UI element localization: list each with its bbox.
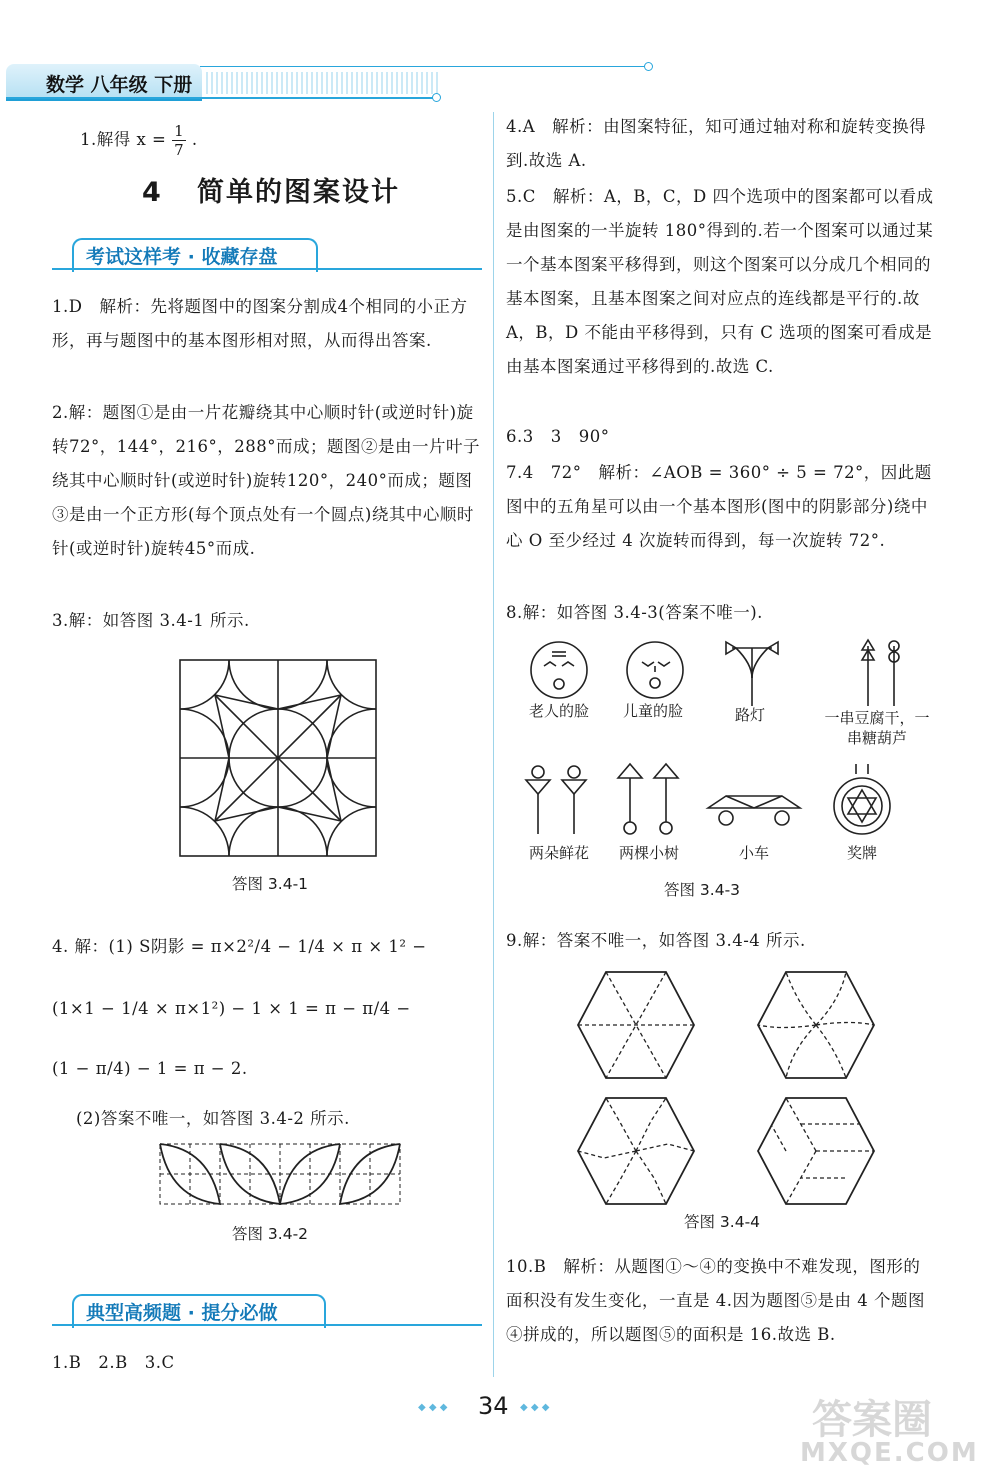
icon-label-trees: 两棵小树 (618, 844, 679, 862)
hexagon-pattern-2 (756, 970, 876, 1080)
answer-q3: 3.解：如答图 3.4-1 所示. (52, 611, 250, 630)
figure-3-4-4-caption: 答图 3.4-4 (684, 1213, 761, 1231)
child-face-icon (620, 640, 690, 700)
figure-3-4-2-caption: 答图 3.4-2 (232, 1225, 309, 1243)
figure-3-4-2 (160, 1144, 400, 1204)
page-deco-left: ◆ ◆ ◆ (418, 1402, 448, 1413)
answer-r10: 10.B 解析：从题图①～④的变换中不难发现，图形的面积没有发生变化，一直是 4.因为题图⑤是由 4 个题图④拼成的，所以题图⑤的面积是 16.故选 B. (506, 1257, 925, 1344)
answer-q4-line-3: (1 − π/4) − 1 = π − 2. (52, 1059, 248, 1078)
icon-label-lamp: 路灯 (734, 706, 765, 724)
answer-line-1: 1.解得 x = $\frac{1}{7}$ . (80, 122, 198, 159)
icon-label-child-face: 儿童的脸 (622, 702, 683, 720)
answer-r9: 9.解：答案不唯一，如答图 3.4-4 所示. (506, 931, 806, 950)
figure-3-4-1 (180, 660, 376, 856)
header-hatch (206, 72, 438, 94)
banner-exam: 考试这样考 · 收藏存盘 (72, 238, 318, 272)
watermark-url: MXQE.COM (800, 1438, 979, 1468)
answer-multi: 1.B 2.B 3.C (52, 1353, 175, 1372)
header-rule (6, 97, 436, 99)
answer-q4-line-2: (1×1 − 1/4 × π×1²) − 1 × 1 = π − π/4 − (52, 999, 411, 1018)
banner-frequent: 典型高频题 · 提分必做 (72, 1294, 326, 1328)
two-flowers-icon (522, 764, 592, 836)
answer-r6: 6.3 3 90° (506, 427, 610, 446)
hexagon-pattern-3 (576, 1096, 696, 1206)
street-lamp-icon (722, 638, 782, 708)
section-heading: 4 简单的图案设计 (142, 177, 400, 208)
answer-q4-part-2: (2)答案不唯一，如答图 3.4-2 所示. (76, 1109, 350, 1128)
icon-label-skewers: 一串豆腐干，一串糖葫芦 (824, 709, 930, 747)
old-face-icon (524, 640, 594, 700)
answer-q4-line-1: 4. 解：(1) S阴影 = π×2²/4 − 1/4 × π × 1² − (52, 937, 427, 956)
icon-label-cart: 小车 (738, 844, 769, 862)
medal-icon (832, 762, 892, 838)
cart-icon (706, 792, 802, 832)
hexagon-pattern-4 (756, 1096, 876, 1206)
icon-label-old-face: 老人的脸 (528, 702, 589, 720)
icon-label-medal: 奖牌 (846, 844, 877, 862)
icon-label-flowers: 两朵鲜花 (528, 844, 589, 862)
banner-frequent-rule (52, 1324, 482, 1326)
answer-q2: 2.解：题图①是由一片花瓣绕其中心顺时针(或逆时针)旋转72°，144°，216°，288°而成；题图②是由一片叶子绕其中心顺时针(或逆时针)旋转120°，240°而成；题图③是由一个正方形(每个顶点处有一个圆点)绕其中心顺时针(或逆时针)旋转45°而成. (52, 403, 480, 558)
book-title: 数学 八年级 下册 (46, 74, 193, 96)
answer-q1: 1.D 解析：先将题图中的图案分割成4个相同的小正方形，再与题图中的基本图形相对照，从而得出答案. (52, 297, 468, 350)
figure-3-4-1-caption: 答图 3.4-1 (232, 875, 309, 893)
header-dot (432, 93, 441, 102)
answer-r8: 8.解：如答图 3.4-3(答案不唯一). (506, 603, 763, 622)
page-deco-right: ◆ ◆ ◆ (520, 1402, 550, 1413)
skewer-icon (852, 636, 912, 708)
figure-3-4-3-caption: 答图 3.4-3 (664, 881, 741, 899)
answer-r7: 7.4 72° 解析：∠AOB = 360° ÷ 5 = 72°，因此题图中的五角星可以由一个基本图形(图中的阴影部分)绕中心 O 至少经过 4 次旋转而得到，每一次旋转 72°. (506, 463, 932, 550)
two-trees-icon (614, 760, 684, 836)
header-top-dot (644, 62, 653, 71)
hexagon-pattern-1 (576, 970, 696, 1080)
page-number: 34 (478, 1392, 509, 1420)
banner-exam-rule (52, 268, 482, 270)
column-divider (493, 112, 494, 1377)
header-top-rule (200, 66, 645, 67)
watermark-logo: 答案圈 (812, 1397, 932, 1443)
answer-r4: 4.A 解析：由图案特征，知可通过轴对称和旋转变换得到.故选 A. (506, 117, 927, 170)
answer-r5: 5.C 解析：A，B，C，D 四个选项中的图案都可以看成是由图案的一半旋转 180°得到的.若一个图案可以通过某一个基本图案平移得到，则这个图案可以分成几个相同的基本图案，且基本图案之间对应点的连线都是平行的.故 A，B，D 不能由平移得到，只有 C 选项的图案可看成是由基本图案通过平移得到的.故选 C. (506, 187, 934, 376)
